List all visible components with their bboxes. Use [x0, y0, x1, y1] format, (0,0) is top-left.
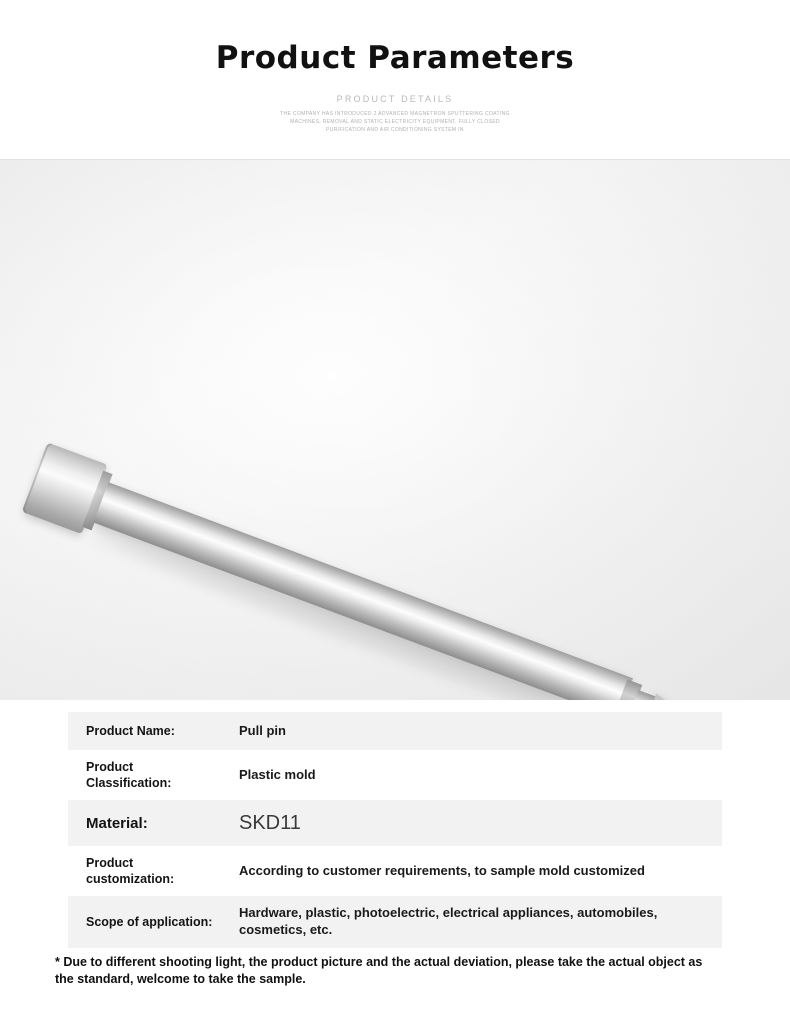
- spec-label: Material:: [86, 814, 148, 832]
- spec-value: Pull pin: [239, 722, 286, 738]
- spec-table: [0, 700, 790, 948]
- page-header: [0, 0, 790, 160]
- spec-value: Plastic mold: [239, 766, 316, 782]
- spec-label: Product Name:: [86, 724, 175, 739]
- spec-label: Scope of application:: [86, 915, 213, 930]
- table-row: [68, 896, 722, 948]
- table-row: [68, 846, 722, 896]
- footnote: * Due to different shooting light, the product picture and the actual deviation, please take the actual object as the standard, welcome to take the sample.: [55, 955, 703, 986]
- spec-label: Product Classification:: [86, 760, 172, 791]
- spec-label: Product customization:: [86, 856, 175, 887]
- product-image: [0, 160, 790, 700]
- table-row: [68, 712, 722, 750]
- spec-value: SKD11: [239, 812, 301, 835]
- page-subtitle: PRODUCT DETAILS: [336, 94, 454, 104]
- pin-tip: [645, 694, 705, 701]
- table-row: [68, 750, 722, 800]
- page-title: Product Parameters: [215, 40, 575, 76]
- spec-value: Hardware, plastic, photoelectric, electrical appliances, automobiles, cosmetics, etc.: [239, 905, 658, 938]
- spec-value: According to customer requirements, to sample mold customized: [239, 862, 645, 878]
- page-description: THE COMPANY HAS INTRODUCED 2 ADVANCED MAGNETRON SPUTTERING COATING MACHINES, REMOVAL AND STATIC ELECTRICITY EQUIPMENT, FULLY CLOSED PURIFICATION AND AIR CONDITIONING SYSTEM IN: [280, 111, 510, 133]
- table-row: [68, 800, 722, 846]
